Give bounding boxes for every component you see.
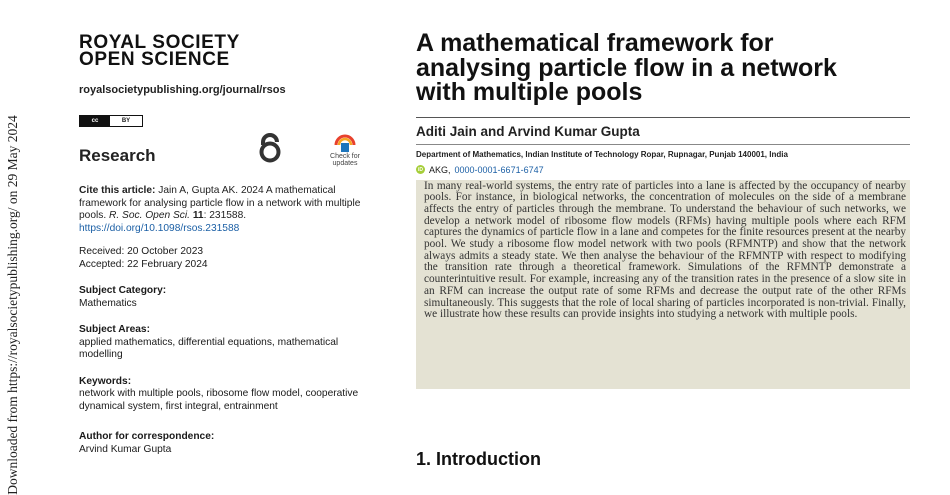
correspondence-value: Arvind Kumar Gupta: [79, 443, 172, 455]
cc-by-license-badge[interactable]: [79, 115, 143, 127]
check-for-updates-button[interactable]: Check for updates: [321, 131, 369, 167]
article-main: [416, 31, 910, 389]
open-access-icon: [255, 133, 285, 163]
orcid-line: iD AKG, 0000-0001-6671-6747: [418, 164, 544, 175]
title-divider: [416, 117, 910, 118]
keywords-heading: Keywords:: [79, 375, 132, 387]
orcid-link[interactable]: 0000-0001-6671-6747: [454, 164, 544, 175]
doi-link[interactable]: https://doi.org/10.1098/rsos.231588: [79, 222, 240, 234]
download-notice: Downloaded from https://royalsocietypublishing.org/ on 29 May 2024: [5, 115, 20, 495]
subject-category-value: Mathematics: [79, 297, 137, 309]
subject-areas-heading: Subject Areas:: [79, 324, 150, 335]
article-sidebar: [79, 34, 369, 456]
section-label: Research: [79, 146, 156, 165]
subject-category-heading: Subject Category:: [79, 285, 167, 296]
abstract: In many real-world systems, the entry rate of particles into a lane is affected by the occupancy of nearby pools. For instance, in biological networks, the concentration of molecules on the side of a membrane affects the entry of particles through the membrane. To understand the behaviour of such networks, we develop a network model of ribosome flow models (RFMs) having multiple pools where each RFM captures the dynamics of particle flow in a lane and competes for the finite resources present at the nearby pool. We study a ribosome flow model network with two pools (RFMNTP) and show that the network always admits a steady state. We then analyse the behaviour of the RFMNTP with respect to modifying the transition rate through a theoretical framework. Simulations of the RFMNTP demonstrate a counterintuitive result. For example, increasing any of the transition rates in the presence of a slow site in an RFM can increase the output rate of some RFMs and decrease the output rate of the other RFMs simultaneously. This suggests that the role of local sharing of particles incorporated is non-trivial. Finally, we illustrate how these results can provide insights into studying a network with multiple pools.: [416, 180, 910, 389]
author-affiliation: Department of Mathematics, Indian Institute of Technology Ropar, Rupnagar, Punjab 140001, India: [416, 149, 788, 159]
cc-icon: cc: [80, 116, 110, 126]
article-title: A mathematical framework for analysing particle flow in a network with multiple pools: [416, 29, 837, 106]
journal-url[interactable]: royalsocietypublishing.org/journal/rsos: [79, 84, 286, 96]
by-label: BY: [121, 118, 131, 124]
correspondence-heading: Author for correspondence:: [79, 431, 215, 442]
journal-name: ROYAL SOCIETY OPEN SCIENCE: [79, 32, 240, 70]
orcid-icon: iD: [418, 166, 423, 173]
dates-block: Received: 20 October 2023 Accepted: 22 February 2024: [79, 246, 208, 270]
authors-divider: [416, 144, 910, 145]
citation-block: Cite this article: Jain A, Gupta AK. 2024 A mathematical framework for analysing particle flow in a network with multiple pools. R. Soc. Open Sci. 11: 231588. https://doi.org/10.1098/rsos.231588: [79, 185, 369, 235]
article-authors: Aditi Jain and Arvind Kumar Gupta: [416, 123, 640, 139]
keywords-value: network with multiple pools, ribosome flow model, cooperative dynamical system, first integral, entrainment: [79, 388, 359, 412]
check-updates-icon: [333, 131, 357, 153]
subject-areas-value: applied mathematics, differential equations, mathematical modelling: [79, 336, 339, 360]
section-heading-introduction: 1. Introduction: [416, 449, 541, 469]
